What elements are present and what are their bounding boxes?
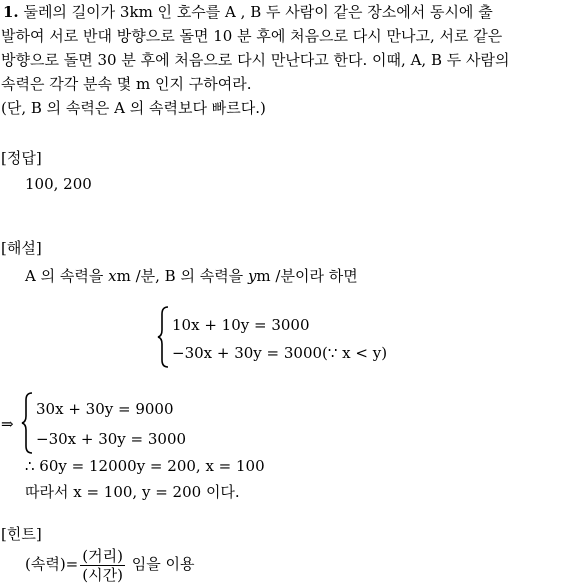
problem-number: 1. — [3, 3, 19, 21]
problem-line-4: 속력은 각각 분속 몇 m 인지 구하여라. — [1, 75, 252, 93]
left-brace-icon — [156, 306, 170, 368]
therefore-line: ∴ 60y = 12000y = 200, x = 100 — [25, 457, 265, 475]
system2-equation-2: −30x + 30y = 3000 — [36, 430, 187, 448]
left-brace-icon — [20, 392, 34, 454]
hint-tail: 임을 이용 — [126, 555, 195, 573]
hint-fraction — [80, 547, 125, 584]
problem-line-1 — [3, 2, 493, 22]
answer-value: 100, 200 — [25, 175, 92, 193]
implies-arrow: ⇒ — [1, 415, 14, 433]
solution-intro — [25, 266, 358, 286]
system1-equation-1: 10x + 10y = 3000 — [172, 316, 310, 334]
system1-equation-2: −30x + 30y = 3000 — [172, 344, 323, 362]
answer-heading: [정답] — [1, 149, 42, 167]
hint-heading: [힌트] — [1, 525, 42, 543]
problem-line-3: 방향으로 돌면 30 분 후에 처음으로 다시 만난다고 한다. 이때, A, B 두 사람의 — [1, 51, 510, 69]
hint-line — [25, 544, 194, 584]
system2-equation-1: 30x + 30y = 9000 — [36, 400, 174, 418]
hint-lhs: (속력)= — [25, 555, 79, 573]
fraction-numerator: (거리) — [82, 546, 123, 565]
problem-line-2: 발하여 서로 반대 방향으로 돌면 10 분 후에 처음으로 다시 만나고, 서로 같은 — [1, 27, 503, 45]
intro-text-c: m /분이라 하면 — [256, 267, 358, 285]
var-y: y — [247, 267, 257, 285]
conclusion-line: 따라서 x = 100, y = 200 이다. — [25, 483, 240, 501]
fraction-denominator: (시간) — [82, 565, 123, 584]
intro-text-b: m /분, B 의 속력을 — [116, 267, 248, 285]
var-x: x — [108, 267, 117, 285]
problem-text-1: 둘레의 길이가 3km 인 호수를 A , B 두 사람이 같은 장소에서 동시에 출 — [23, 3, 493, 21]
solution-heading: [해설] — [1, 239, 42, 257]
intro-text-a: A 의 속력을 — [25, 267, 109, 285]
system1-condition-note: (∵ x < y) — [322, 344, 388, 362]
problem-condition: (단, B 의 속력은 A 의 속력보다 빠르다.) — [1, 99, 266, 117]
